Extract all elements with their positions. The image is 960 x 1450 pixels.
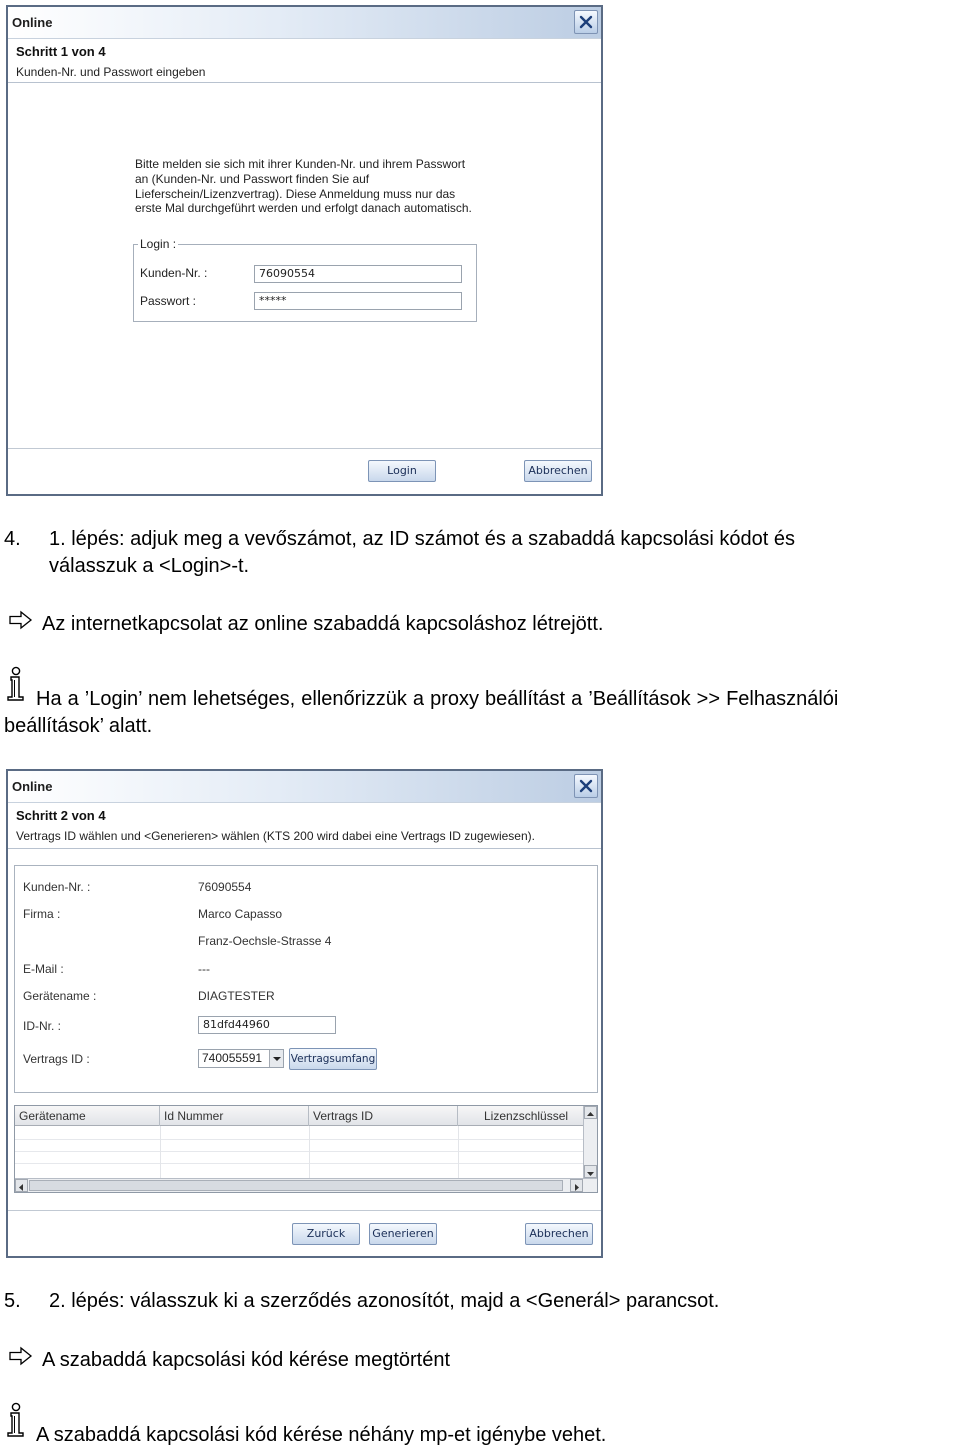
vertical-scrollbar[interactable] [583, 1106, 597, 1178]
result-arrow-icon [9, 1346, 33, 1366]
result2-text: A szabaddá kapcsolási kód kérése megtörtént [42, 1349, 451, 1371]
customer-number-input[interactable]: 76090554 [254, 265, 462, 283]
login-dialog [6, 5, 603, 496]
customer-panel [14, 865, 598, 1093]
result-arrow-icon [9, 610, 33, 630]
dialog-title: Online [12, 15, 53, 30]
email-label: E-Mail : [23, 962, 64, 976]
table-row[interactable] [15, 1140, 583, 1152]
contract-dialog [6, 769, 603, 1258]
info-icon [4, 666, 28, 702]
password-label: Passwort : [140, 294, 197, 308]
email-value: --- [198, 962, 210, 976]
horizontal-scrollbar[interactable] [15, 1178, 597, 1192]
info1-line1: Ha a ’Login’ nem lehetséges, ellenőrizzük a proxy beállítást a ’Beállítások >> Felhasználói [36, 688, 839, 710]
step4-line2: válasszuk a <Login>-t. [49, 555, 250, 577]
scroll-left-button[interactable] [15, 1179, 28, 1192]
id-number-label: ID-Nr. : [23, 1019, 61, 1033]
close-icon [579, 779, 593, 793]
login-legend: Login : [140, 237, 177, 251]
dialog-footer [8, 1210, 601, 1256]
customer-number-value: 76090554 [198, 880, 252, 894]
id-number-input[interactable]: 81dfd44960 [198, 1016, 336, 1034]
device-name-label: Gerätename : [23, 989, 97, 1003]
scroll-thumb[interactable] [29, 1180, 563, 1191]
info-icon [4, 1402, 28, 1438]
result1-text: Az internetkapcsolat az online szabaddá kapcsoláshoz létrejött. [42, 613, 604, 635]
step5-text: 2. lépés: válasszuk ki a szerződés azonosítót, majd a <Generál> parancsot. [49, 1290, 720, 1312]
cancel-button[interactable]: Abbrechen [525, 1223, 593, 1245]
step4-number: 4. [4, 528, 21, 550]
step-subtitle: Vertrags ID wählen und <Generieren> wählen (KTS 200 wird dabei eine Vertrags ID zugewiesen). [16, 829, 535, 843]
table-row[interactable] [15, 1152, 583, 1164]
scroll-right-button[interactable] [570, 1179, 583, 1192]
cancel-button[interactable]: Abbrechen [524, 460, 592, 482]
info1-line2: beállítások’ alatt. [4, 715, 153, 737]
dialog-title: Online [12, 779, 53, 794]
password-input[interactable]: ***** [254, 292, 462, 310]
step-title: Schritt 1 von 4 [16, 44, 106, 59]
login-fieldset [133, 237, 477, 322]
dialog-header [8, 803, 601, 849]
device-name-value: DIAGTESTER [198, 989, 275, 1003]
company-label: Firma : [23, 907, 61, 921]
column-header[interactable]: Vertrags ID [309, 1106, 458, 1126]
customer-number-label: Kunden-Nr. : [23, 880, 91, 894]
login-button[interactable]: Login [368, 460, 436, 482]
company-value: Marco Capasso [198, 907, 283, 921]
table-header [15, 1106, 583, 1126]
dialog-header [8, 39, 601, 83]
license-table [14, 1105, 598, 1193]
dropdown-button[interactable] [269, 1050, 283, 1067]
customer-number-label: Kunden-Nr. : [140, 266, 208, 280]
chevron-down-icon [270, 1050, 284, 1067]
arrow-up-icon [585, 1109, 596, 1120]
step-title: Schritt 2 von 4 [16, 808, 106, 823]
table-row[interactable] [15, 1128, 583, 1140]
column-header[interactable]: Id Nummer [160, 1106, 309, 1126]
info2-text: A szabaddá kapcsolási kód kérése néhány mp-et igénybe vehet. [36, 1424, 607, 1446]
step-subtitle: Kunden-Nr. und Passwort eingeben [16, 65, 206, 79]
column-header[interactable]: Lizenzschlüssel [484, 1109, 569, 1123]
close-button[interactable] [574, 774, 598, 798]
arrow-right-icon [571, 1182, 582, 1193]
contract-scope-button[interactable]: Vertragsumfang [289, 1048, 377, 1070]
table-row[interactable] [15, 1164, 583, 1176]
dialog-titlebar [8, 771, 601, 803]
step4-line1: 1. lépés: adjuk meg a vevőszámot, az ID számot és a szabaddá kapcsolási kódot és [49, 528, 795, 550]
step5-number: 5. [4, 1290, 21, 1312]
column-header[interactable]: Gerätename [15, 1106, 160, 1126]
login-instruction: Bitte melden sie sich mit ihrer Kunden-Nr. und ihrem Passwort an (Kunden-Nr. und Passwort finden Sie auf Lieferschein/Lizenzvertrag). Diese Anmeldung muss nur das erste Mal durchgeführt werden und erfolgt danach automatisch. [135, 157, 472, 216]
dialog-titlebar [8, 7, 601, 39]
scroll-down-button[interactable] [584, 1165, 597, 1178]
contract-id-label: Vertrags ID : [23, 1052, 90, 1066]
contract-id-value: 740055591 [202, 1051, 263, 1065]
arrow-left-icon [16, 1182, 27, 1193]
street-value: Franz-Oechsle-Strasse 4 [198, 934, 332, 948]
dialog-footer [8, 448, 601, 494]
close-button[interactable] [574, 10, 598, 34]
close-icon [579, 15, 593, 29]
generate-button[interactable]: Generieren [369, 1223, 437, 1245]
contract-id-select[interactable] [198, 1049, 284, 1068]
scroll-up-button[interactable] [584, 1106, 597, 1119]
back-button[interactable]: Zurück [292, 1223, 360, 1245]
